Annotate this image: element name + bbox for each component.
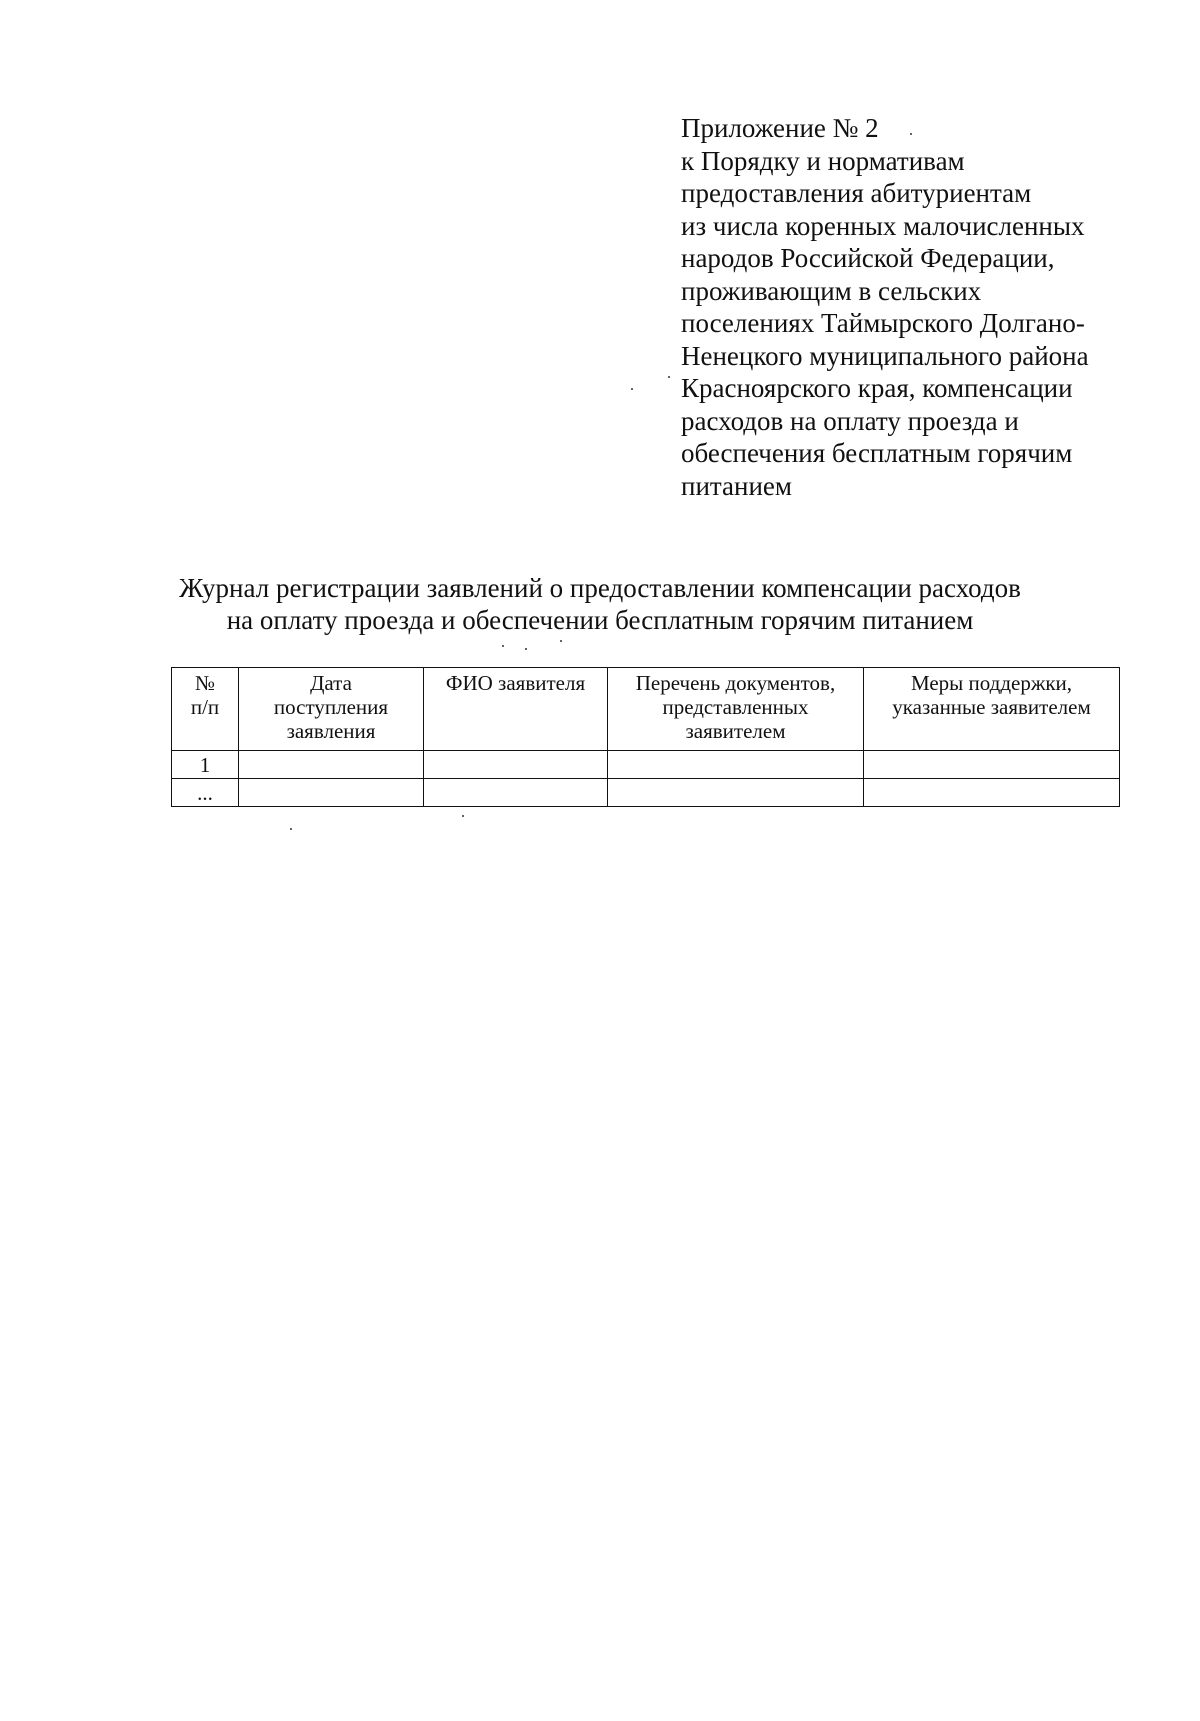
table-cell — [608, 779, 864, 807]
appendix-line: проживающим в сельских — [681, 275, 982, 306]
header-applicant-name: ФИО заявителя — [424, 668, 608, 751]
table-cell — [239, 779, 424, 807]
journal-title — [130, 572, 1070, 636]
appendix-line: расходов на оплату проезда и — [681, 405, 1019, 436]
table-header-row — [172, 668, 1120, 751]
appendix-line: поселениях Таймырского Долгано- — [681, 308, 1085, 338]
appendix-line: Красноярского края, компенсации — [681, 373, 1073, 403]
table-cell — [424, 751, 608, 779]
scan-speck — [668, 376, 670, 378]
registration-table — [171, 667, 1120, 807]
appendix-line: из числа коренных малочисленных — [681, 210, 1085, 241]
table-cell — [864, 779, 1120, 807]
header-support-measures: Меры поддержки, указанные заявителем — [864, 668, 1120, 751]
appendix-title: Приложение № 2 — [681, 113, 879, 143]
scan-speck — [502, 645, 504, 647]
scan-speck — [462, 815, 464, 817]
table-cell-number: 1 — [172, 751, 239, 779]
appendix-line: обеспечения бесплатным горячим — [681, 438, 1073, 468]
scan-speck — [631, 388, 633, 390]
table-cell — [424, 779, 608, 807]
table-row — [172, 751, 1120, 779]
appendix-line: предоставления абитуриентам — [681, 178, 1032, 208]
table-cell — [864, 751, 1120, 779]
header-date-received: Дата поступления заявления — [239, 668, 424, 751]
scan-speck — [560, 640, 562, 642]
appendix-line: Ненецкого муниципального района — [681, 340, 1089, 371]
scan-speck — [910, 133, 912, 135]
table-row — [172, 779, 1120, 807]
journal-title-line: Журнал регистрации заявлений о предоставлении компенсации расходов — [179, 573, 1021, 603]
appendix-line: народов Российской Федерации, — [681, 243, 1055, 273]
table-cell-number: ... — [172, 779, 239, 807]
scan-speck — [290, 828, 292, 830]
journal-title-line: на оплату проезда и обеспечении бесплатным горячим питанием — [226, 605, 974, 635]
scan-speck — [525, 648, 527, 650]
header-documents-list: Перечень документов, представленных заявителем — [608, 668, 864, 751]
appendix-block — [681, 112, 1161, 502]
appendix-line: питанием — [681, 470, 792, 501]
table-cell — [608, 751, 864, 779]
table-cell — [239, 751, 424, 779]
header-number: № п/п — [172, 668, 239, 751]
appendix-line: к Порядку и нормативам — [681, 145, 965, 176]
